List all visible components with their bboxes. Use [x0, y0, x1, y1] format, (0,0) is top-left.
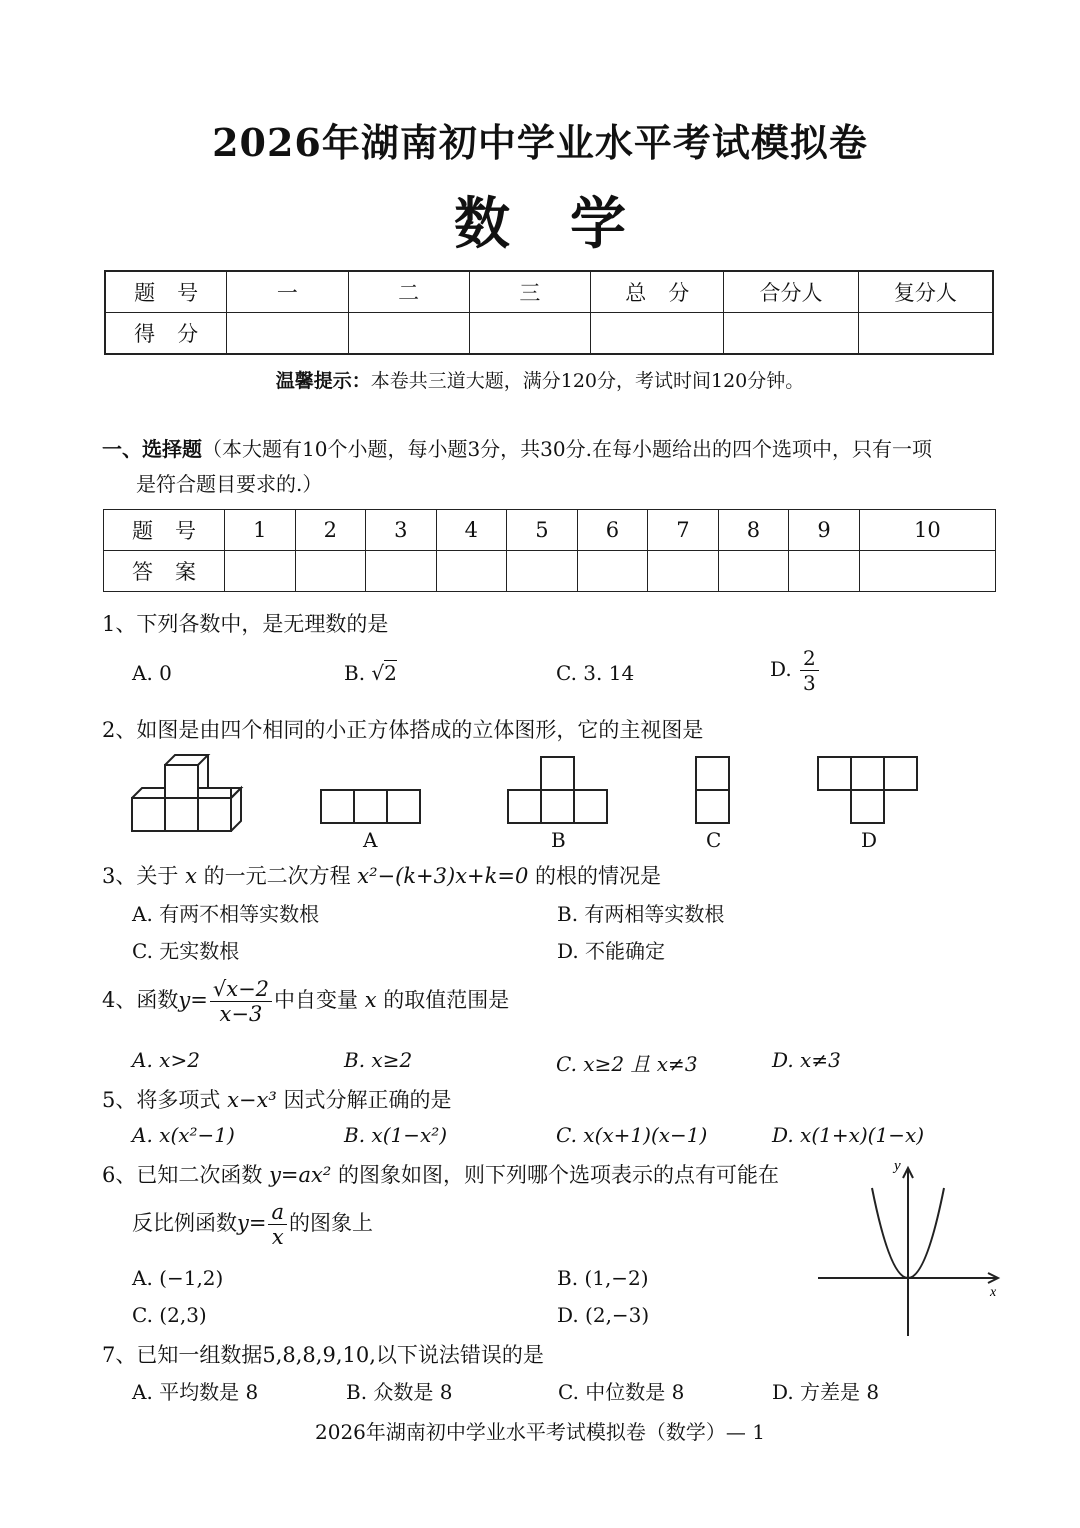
q6-fraction — [268, 1200, 287, 1249]
q4-stem-c: 的取值范围是 — [383, 988, 510, 1012]
tip-text: 本卷共三道大题，满分120分，考试时间120分钟。 — [370, 370, 805, 392]
answer-cell[interactable] — [507, 551, 578, 592]
q2-option-c-figure — [696, 757, 729, 823]
answer-cell[interactable] — [295, 551, 366, 592]
q3-option-d[interactable]: D. 不能确定 — [557, 939, 666, 963]
page-footer: 2026年湖南初中学业水平考试模拟卷（数学）— 1 — [315, 1420, 765, 1444]
q4-stem — [102, 977, 509, 1026]
answer-cell[interactable] — [366, 551, 437, 592]
question-number: 2 — [295, 510, 366, 551]
answer-cell[interactable] — [859, 551, 995, 592]
q2-option-b-figure — [508, 757, 607, 823]
q6-line2-b: 的图象上 — [289, 1211, 373, 1235]
q5-option-a[interactable]: A. x(x²−1) — [132, 1123, 235, 1147]
question-number: 6 — [577, 510, 648, 551]
answer-table — [103, 509, 996, 592]
tip-label: 温馨提示： — [275, 370, 371, 392]
q5-option-c[interactable]: C. x(x+1)(x−1) — [556, 1123, 708, 1147]
q6-option-a[interactable]: A. (−1,2) — [132, 1266, 224, 1290]
q2-label-d[interactable]: D — [861, 828, 878, 852]
score-cell-rechecker: 复分人 — [858, 271, 993, 313]
q4-option-a[interactable]: A. x>2 — [132, 1048, 200, 1072]
q4-fraction — [210, 977, 272, 1026]
q4-variable: x — [364, 988, 377, 1012]
q6-stem-a: 6、已知二次函数 — [102, 1163, 263, 1187]
q5-stem — [102, 1084, 451, 1114]
q3-option-b[interactable]: B. 有两相等实数根 — [557, 902, 725, 926]
q6-option-c[interactable]: C. (2,3) — [132, 1303, 207, 1327]
question-number: 7 — [648, 510, 719, 551]
q1-option-d-prefix: D. — [770, 657, 799, 681]
q2-solid-figure — [132, 755, 241, 831]
score-table — [104, 270, 994, 355]
q4-stem-b: 中自变量 — [274, 988, 359, 1012]
question-number: 9 — [789, 510, 860, 551]
question-number: 3 — [366, 510, 437, 551]
answer-cell[interactable] — [577, 551, 648, 592]
q6-function: y=ax² — [269, 1163, 332, 1187]
q4-func-lhs: y= — [178, 988, 208, 1012]
score-input-cell[interactable] — [348, 313, 469, 355]
answer-cell[interactable] — [789, 551, 860, 592]
fraction-denominator: 3 — [803, 671, 816, 695]
score-cell-section-2: 二 — [348, 271, 469, 313]
score-input-cell[interactable] — [227, 313, 348, 355]
q1-option-d-fraction — [800, 646, 819, 695]
q6-option-d[interactable]: D. (2,−3) — [557, 1303, 650, 1327]
q7-option-b[interactable]: B. 众数是 8 — [346, 1380, 453, 1404]
q4-option-b[interactable]: B. x≥2 — [344, 1048, 413, 1072]
score-cell-section-1: 一 — [227, 271, 348, 313]
q5-option-b[interactable]: B. x(1−x²) — [344, 1123, 448, 1147]
score-cell-section-3: 三 — [469, 271, 590, 313]
q7-option-d[interactable]: D. 方差是 8 — [772, 1380, 880, 1404]
answer-cell[interactable] — [648, 551, 719, 592]
question-number: 10 — [859, 510, 995, 551]
q1-option-b[interactable] — [344, 661, 397, 685]
q1-option-d[interactable] — [770, 646, 821, 695]
section-1-desc-line2: 是符合题目要求的.） — [136, 472, 323, 496]
q2-stem: 2、如图是由四个相同的小正方体搭成的立体图形，它的主视图是 — [102, 718, 704, 742]
score-cell-combiner: 合分人 — [724, 271, 858, 313]
score-table-score-row — [105, 313, 993, 355]
q4-option-c[interactable]: C. x≥2 且 x≠3 — [556, 1052, 698, 1076]
q7-option-a[interactable]: A. 平均数是 8 — [132, 1380, 259, 1404]
section-1-instructions — [102, 432, 1002, 502]
q3-variable: x — [185, 864, 197, 888]
q4-option-d[interactable]: D. x≠3 — [772, 1048, 841, 1072]
q2-label-a[interactable]: A — [363, 828, 378, 852]
q6-line2-lhs: y= — [237, 1211, 267, 1235]
exam-tip — [0, 366, 1080, 393]
q3-option-c[interactable]: C. 无实数根 — [132, 939, 240, 963]
question-number: 8 — [718, 510, 789, 551]
q6-stem — [102, 1159, 779, 1189]
q1-option-c[interactable]: C. 3. 14 — [556, 661, 635, 685]
fraction-denominator: x−3 — [219, 1002, 263, 1026]
subject-title: 数学 — [454, 191, 686, 257]
q7-stem: 7、已知一组数据5,8,8,9,10,以下说法错误的是 — [102, 1343, 544, 1367]
q6-stem-b: 的图象如图，则下列哪个选项表示的点有可能在 — [338, 1163, 779, 1187]
score-input-cell[interactable] — [724, 313, 858, 355]
score-cell-label: 题号 — [105, 271, 227, 313]
answer-cell[interactable] — [718, 551, 789, 592]
q5-stem-a: 5、将多项式 — [102, 1088, 221, 1112]
x-axis-label: x — [990, 1285, 997, 1300]
q6-line2-a: 反比例函数 — [132, 1211, 237, 1235]
q6-stem-line2 — [132, 1200, 373, 1249]
fraction-numerator: a — [268, 1200, 287, 1225]
score-input-cell[interactable] — [591, 313, 724, 355]
q2-label-b[interactable]: B — [551, 828, 566, 852]
fraction-numerator: √x−2 — [210, 977, 272, 1002]
score-cell-total: 总分 — [591, 271, 724, 313]
q3-stem-b: 的一元二次方程 — [203, 864, 351, 888]
q4-stem-a: 4、函数 — [102, 988, 179, 1012]
score-table-header-row — [105, 271, 993, 313]
q3-equation: x²−(k+3)x+k=0 — [357, 864, 529, 888]
q3-option-a[interactable]: A. 有两不相等实数根 — [132, 902, 320, 926]
answer-cell[interactable] — [225, 551, 296, 592]
q1-option-b-radicand: 2 — [384, 661, 397, 685]
score-input-cell[interactable] — [469, 313, 590, 355]
question-number: 4 — [436, 510, 507, 551]
q5-polynomial: x−x³ — [227, 1088, 277, 1112]
section-1-head: 一、选择题 — [102, 437, 202, 461]
q5-option-d[interactable]: D. x(1+x)(1−x) — [772, 1123, 925, 1147]
sqrt-sign: √ — [371, 661, 385, 685]
question-number: 1 — [225, 510, 296, 551]
y-axis-label: y — [894, 1158, 901, 1174]
answer-table-answer-row — [104, 551, 996, 592]
q3-stem-a: 3、关于 — [102, 864, 179, 888]
exam-title: 2026年湖南初中学业水平考试模拟卷 — [212, 120, 868, 165]
q7-option-c[interactable]: C. 中位数是 8 — [558, 1380, 685, 1404]
q1-option-a[interactable]: A. 0 — [132, 661, 172, 685]
question-number: 5 — [507, 510, 578, 551]
answer-cell[interactable] — [436, 551, 507, 592]
fraction-numerator: 2 — [800, 646, 819, 671]
score-row-label: 得分 — [105, 313, 227, 355]
q1-stem: 1、下列各数中，是无理数的是 — [102, 612, 389, 636]
score-input-cell[interactable] — [858, 313, 993, 355]
q2-label-c[interactable]: C — [706, 828, 722, 852]
q1-option-b-prefix: B. — [344, 661, 372, 685]
answer-row-answer-label: 答案 — [104, 551, 225, 592]
answer-table-number-row — [104, 510, 996, 551]
fraction-denominator: x — [271, 1225, 284, 1249]
q2-figures — [128, 750, 928, 854]
q6-option-b[interactable]: B. (1,−2) — [557, 1266, 649, 1290]
q5-stem-b: 因式分解正确的是 — [283, 1088, 452, 1112]
answer-row-label: 题号 — [104, 510, 225, 551]
q2-option-d-figure — [818, 757, 917, 823]
q3-stem-c: 的根的情况是 — [535, 864, 662, 888]
q6-parabola-graph — [812, 1150, 1004, 1340]
section-1-desc-line1: （本大题有10个小题，每小题3分，共30分.在每小题给出的四个选项中，只有一项 — [202, 437, 932, 461]
q2-option-a-figure — [321, 790, 420, 823]
q3-stem — [102, 860, 661, 890]
